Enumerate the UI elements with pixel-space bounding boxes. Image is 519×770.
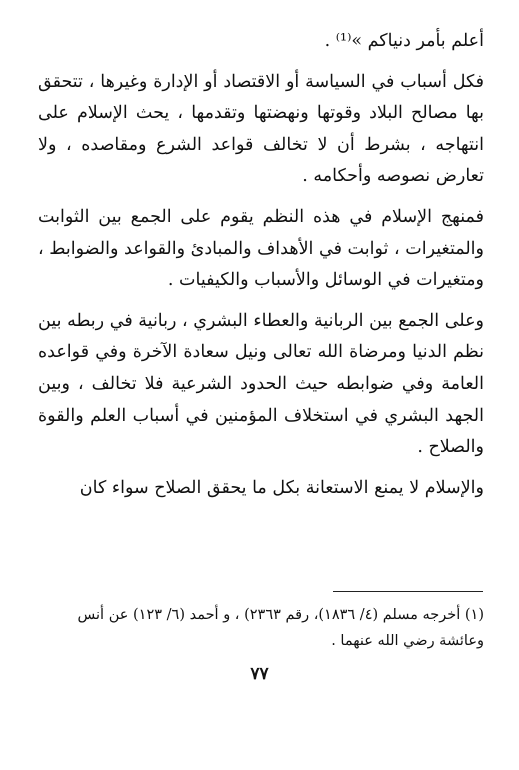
- paragraph-2: فكل أسباب في السياسة أو الاقتصاد أو الإدارة وغيرها ، تتحقق بها مصالح البلاد وقوتها ونهضتها وتقدمها ، يحث الإسلام على انتهاجه ، بشرط أن لا تخالف قواعد الشرع ومقاصده ، ولا تعارض نصوصه وأحكامه .: [38, 71, 484, 187]
- footnote-1: (١) أخرجه مسلم (٤/ ١٨٣٦)، رقم ٢٣٦٣) ، و أحمد (٦/ ١٢٣) عن أنس وعائشة رضي الله عنهما .: [77, 607, 484, 649]
- footnote-divider: [333, 591, 483, 592]
- paragraph-1: أعلم بأمر دنياكم »⁽¹⁾ .: [324, 31, 484, 51]
- paragraph-4: وعلى الجمع بين الربانية والعطاء البشري ، ربانية في ربطه بين نظم الدنيا ومرضاة الله تعالى ونيل سعادة الآخرة وفي قواعده العامة وفي ضوابطه حيث الحدود الشرعية فلا تخالف ، وبين الجهد البشري في استخلاف المؤمنين في أسباب العلم والقوة والصلاح .: [38, 310, 484, 458]
- page-number: ٧٧: [250, 664, 269, 684]
- body-text: [38, 26, 484, 504]
- paragraph-5: والإسلام لا يمنع الاستعانة بكل ما يحقق الصلاح سواء كان: [79, 477, 484, 498]
- paragraph-3: فمنهج الإسلام في هذه النظم يقوم على الجمع بين الثوابت والمتغيرات ، ثوابت في الأهداف والمبادئ والقواعد والضوابط ، ومتغيرات في الوسائل والأسباب والكيفيات .: [38, 206, 484, 291]
- footnotes: [38, 602, 484, 654]
